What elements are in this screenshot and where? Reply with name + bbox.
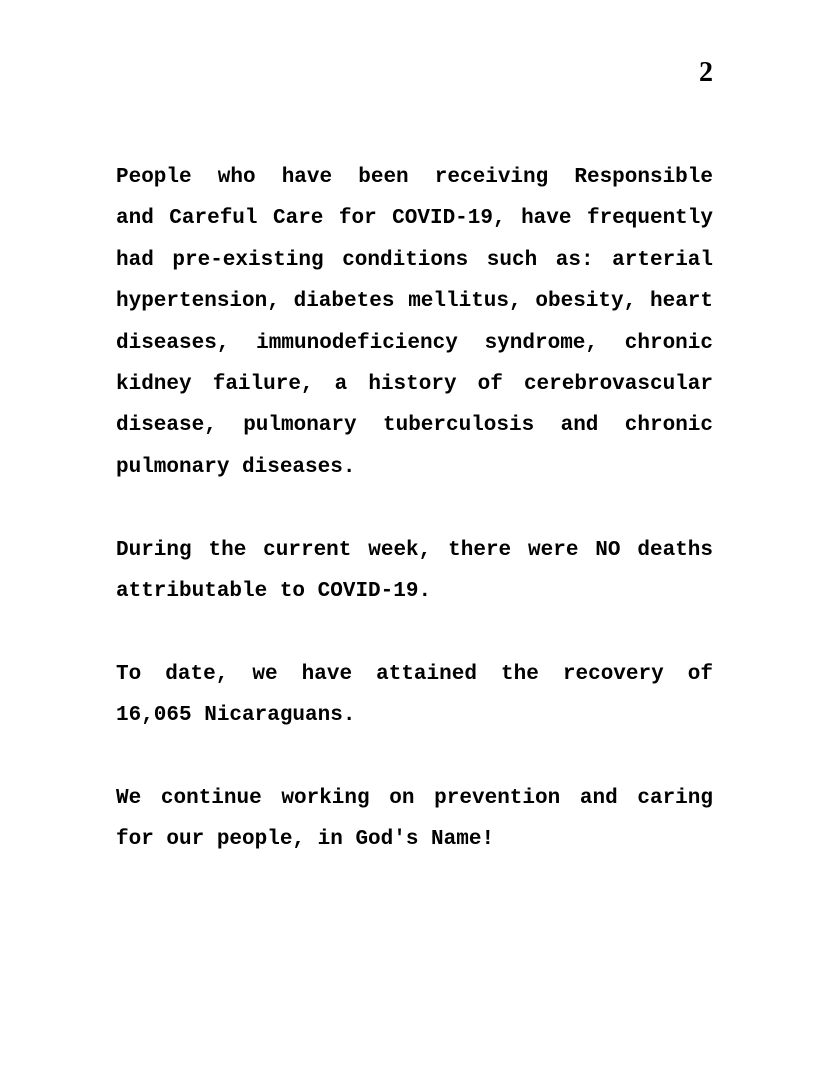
text-line: for our people, in God's Name! [116,828,495,852]
text-line: pulmonary diseases. [116,455,356,479]
paragraph [116,778,713,861]
paragraph [116,157,713,488]
text-line: disease, pulmonary tuberculosis and chronic [116,414,713,438]
page-number: 2 [699,57,713,88]
text-line: To date, we have attained the recovery of [116,662,713,686]
paragraph [116,530,713,613]
text-line: During the current week, there were NO deaths [116,538,713,562]
text-line: and Careful Care for COVID-19, have frequently [116,207,713,231]
text-line: kidney failure, a history of cerebrovascular [116,372,713,396]
text-line: diseases, immunodeficiency syndrome, chronic [116,331,713,355]
document-body [116,157,713,902]
text-line: attributable to COVID-19. [116,579,432,603]
text-line: had pre-existing conditions such as: arterial [116,248,713,272]
text-line: People who have been receiving Responsible [116,166,713,189]
text-line: We continue working on prevention and caring [116,786,713,810]
text-line: hypertension, diabetes mellitus, obesity, heart [116,290,713,314]
page-header [116,59,713,87]
text-line: 16,065 Nicaraguans. [116,704,356,728]
paragraph [116,654,713,737]
